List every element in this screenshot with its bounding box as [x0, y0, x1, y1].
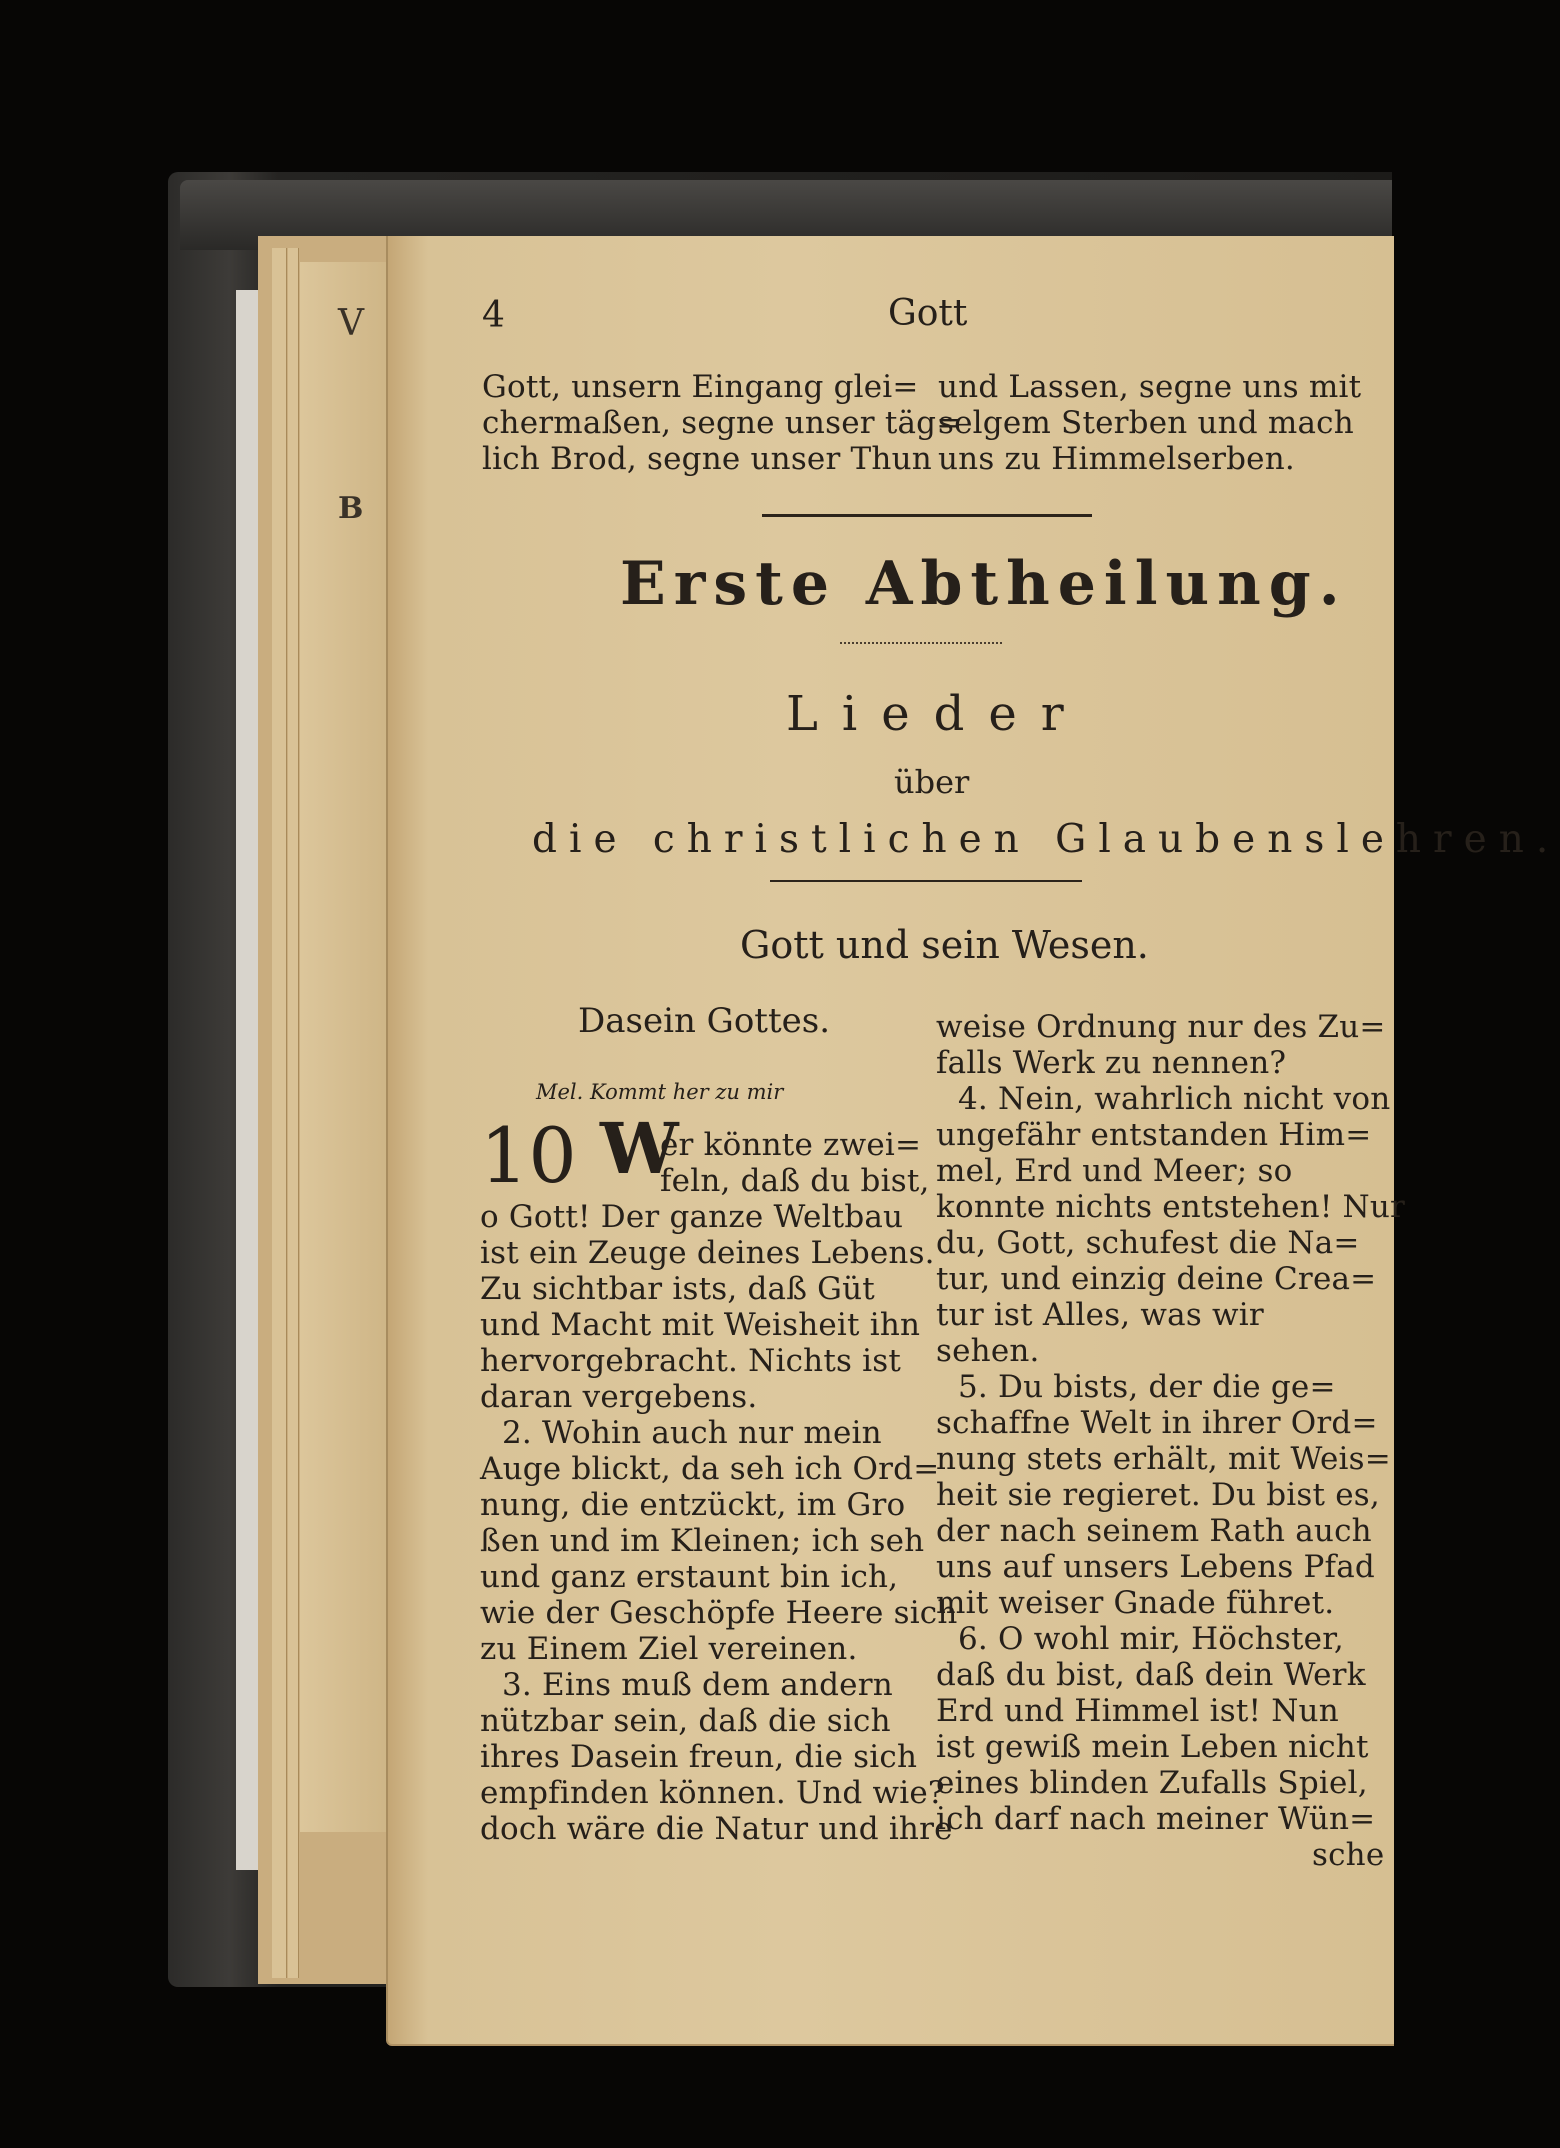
text-line: eines blinden Zufalls Spiel,	[936, 1765, 1368, 1801]
text-line: zu Einem Ziel vereinen.	[480, 1631, 858, 1667]
text-line: empfinden können. Und wie?	[480, 1775, 945, 1811]
text-line: 4. Nein, wahrlich nicht von	[958, 1081, 1391, 1117]
text-line: ungefähr entstanden Him=	[936, 1117, 1372, 1153]
running-title: Gott	[888, 293, 968, 334]
ornament-divider	[840, 642, 1002, 648]
book-page	[386, 236, 1560, 2046]
melody-line: Mel. Kommt her zu mir	[536, 1080, 784, 1104]
text-line: lich Brod, segne unser Thun	[482, 441, 932, 477]
text-line: daran vergebens.	[480, 1379, 758, 1415]
text-line: nung, die entzückt, im Gro	[480, 1487, 906, 1523]
drop-cap: W	[600, 1107, 679, 1190]
edge-letter-lower: B	[338, 491, 364, 526]
text-line: ihres Dasein freun, die sich	[480, 1739, 918, 1775]
text-line: nung stets erhält, mit Weis=	[936, 1441, 1391, 1477]
text-line: ist ein Zeuge deines Lebens.	[480, 1235, 935, 1271]
page-edge	[272, 248, 287, 1978]
text-line: 3. Eins muß dem andern	[502, 1667, 893, 1703]
page-edge	[288, 248, 299, 1978]
text-line: du, Gott, schufest die Na=	[936, 1225, 1360, 1261]
text-line: 6. O wohl mir, Höchster,	[958, 1621, 1344, 1657]
text-line: doch wäre die Natur und ihre	[480, 1811, 953, 1847]
text-line: ist gewiß mein Leben nicht	[936, 1729, 1369, 1765]
text-line: o Gott! Der ganze Weltbau	[480, 1199, 904, 1235]
text-line: schaffne Welt in ihrer Ord=	[936, 1405, 1378, 1441]
spine-strip	[236, 290, 258, 1870]
text-line: Auge blickt, da seh ich Ord=	[480, 1451, 940, 1487]
text-line: mit weiser Gnade führet.	[936, 1585, 1335, 1621]
catchword: sche	[1312, 1837, 1385, 1873]
text-line: Gott, unsern Eingang glei=	[482, 369, 919, 405]
text-line: tur ist Alles, was wir	[936, 1297, 1264, 1333]
divider-rule	[770, 880, 1082, 882]
text-line: ich darf nach meiner Wün=	[936, 1801, 1376, 1837]
divider-rule	[762, 514, 1092, 517]
page-number: 4	[482, 295, 505, 336]
section-title: Erste Abtheilung.	[620, 549, 1348, 619]
text-line: mel, Erd und Meer; so	[936, 1153, 1293, 1189]
text-line: wie der Geschöpfe Heere sich	[480, 1595, 958, 1631]
text-line: weise Ordnung nur des Zu=	[936, 1009, 1386, 1045]
text-line: und ganz erstaunt bin ich,	[480, 1559, 899, 1595]
hymn-title: Dasein Gottes.	[578, 1001, 831, 1041]
section-line-doctrines: die christlichen Glaubenslehren.	[532, 817, 1560, 862]
hymn-number: 10	[480, 1111, 577, 1200]
topic-heading: Gott und sein Wesen.	[740, 923, 1149, 967]
text-line: Erd und Himmel ist! Nun	[936, 1693, 1339, 1729]
text-line: feln, daß du bist,	[660, 1163, 930, 1199]
text-line: er könnte zwei=	[660, 1127, 922, 1163]
text-line: nützbar sein, daß die sich	[480, 1703, 891, 1739]
text-line: uns zu Himmelserben.	[938, 441, 1295, 477]
section-subtitle: Lieder	[786, 686, 1088, 742]
text-line: Zu sichtbar ists, daß Güt	[480, 1271, 875, 1307]
text-line: falls Werk zu nennen?	[936, 1045, 1287, 1081]
text-line: der nach seinem Rath auch	[936, 1513, 1372, 1549]
text-line: tur, und einzig deine Crea=	[936, 1261, 1377, 1297]
text-line: und Macht mit Weisheit ihn	[480, 1307, 921, 1343]
text-line: konnte nichts entstehen! Nur	[936, 1189, 1406, 1225]
text-line: 2. Wohin auch nur mein	[502, 1415, 882, 1451]
text-line: uns auf unsers Lebens Pfad	[936, 1549, 1375, 1585]
text-line: sehen.	[936, 1333, 1040, 1369]
text-line: ßen und im Kleinen; ich seh	[480, 1523, 925, 1559]
text-line: hervorgebracht. Nichts ist	[480, 1343, 902, 1379]
text-line: 5. Du bists, der die ge=	[958, 1369, 1336, 1405]
text-line: heit sie regieret. Du bist es,	[936, 1477, 1380, 1513]
text-line: und Lassen, segne uns mit	[938, 369, 1362, 405]
text-line: selgem Sterben und mach	[938, 405, 1354, 441]
text-line: daß du bist, daß dein Werk	[936, 1657, 1366, 1693]
text-line: chermaßen, segne unser täg=	[482, 405, 963, 441]
edge-letter-top: V	[338, 303, 364, 344]
section-line-uber: über	[894, 763, 970, 801]
